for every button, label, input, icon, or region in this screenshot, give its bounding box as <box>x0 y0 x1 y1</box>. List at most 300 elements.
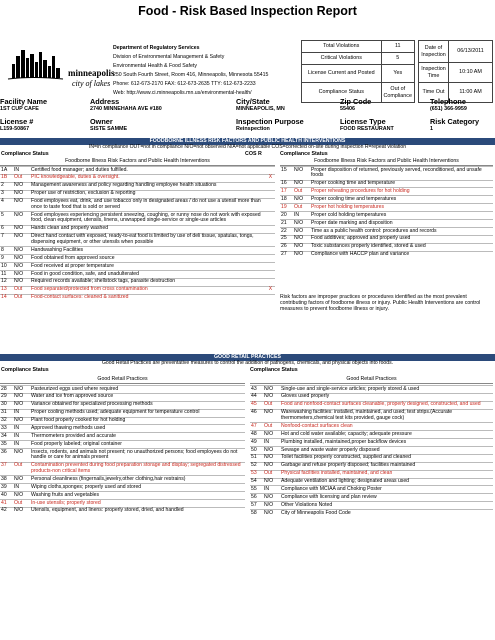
table-row <box>0 247 275 255</box>
cos-mark <box>266 263 275 271</box>
item-text: Personal cleanliness (fingernails,jewelry,other clothing,hair restrains) <box>30 476 245 484</box>
cos-mark: X <box>266 286 275 294</box>
item-number: 31 <box>0 409 13 417</box>
item-status: Out <box>263 401 280 409</box>
item-number: 54 <box>250 478 263 486</box>
item-status: Out <box>13 174 30 182</box>
table-row <box>0 270 275 278</box>
item-number: 14 <box>0 294 13 301</box>
table-row <box>250 393 493 401</box>
item-number: 55 <box>250 486 263 494</box>
inspection-date: 06/13/2011 <box>449 41 493 63</box>
item-status: N/O <box>263 409 280 423</box>
item-text: Hot and cold water available; capacity; adequate pressure <box>280 431 493 439</box>
table-row <box>0 174 275 182</box>
table-row <box>0 255 275 263</box>
gr-header-right: Good Retail Practices <box>250 377 493 384</box>
item-status: Out <box>13 294 30 301</box>
item-status: N/O <box>293 220 310 228</box>
compliance-status-heading: Compliance Status <box>1 151 49 157</box>
license-posted: Yes <box>381 65 414 83</box>
table-row <box>250 486 493 494</box>
item-number: 26 <box>280 243 293 251</box>
purpose-label: Inspection Purpose <box>236 117 304 126</box>
owner: SISTE SAMME <box>90 126 128 133</box>
item-text: Proper cooling methods used; adequate equipment for temperature control <box>30 409 245 417</box>
item-text: Compliance with licensing and plan review <box>280 494 493 502</box>
table-row <box>280 220 493 228</box>
phone-label: Telephone <box>430 97 466 106</box>
item-status: Out <box>293 204 310 212</box>
cos-mark <box>266 294 275 301</box>
time-out: 11:00 AM <box>449 83 493 103</box>
time-out-label: Time Out <box>419 83 449 103</box>
critical-violations-label: Critical Violations <box>302 53 382 65</box>
item-status: N/O <box>13 225 30 233</box>
item-number: 37 <box>0 462 13 476</box>
item-number: 33 <box>0 425 13 433</box>
item-text: Wiping cloths,sponges; properly used and stored <box>30 484 245 492</box>
item-number: 16 <box>280 180 293 188</box>
item-status: N/O <box>13 417 30 425</box>
city-label: City/State <box>236 97 270 106</box>
city-logo <box>8 46 115 96</box>
department-web: Web: http://www.ci.minneapolis.mn.us/environmental-health/ <box>113 90 252 97</box>
facility-name: 1ST CUP CAFE <box>0 106 39 113</box>
item-number: 42 <box>0 507 13 514</box>
cos-r-heading: COS R <box>245 151 262 157</box>
table-row <box>0 401 245 409</box>
department-line: Environmental Health & Food Safety <box>113 63 197 70</box>
item-number: 11 <box>0 270 13 278</box>
table-row <box>250 439 493 447</box>
item-status: N/O <box>13 278 30 286</box>
zip: 55406 <box>340 106 355 113</box>
violation-summary <box>301 40 415 103</box>
item-text: Adequate ventilation and lighting; designated areas used <box>280 478 493 486</box>
item-text: Other Violations Noted <box>280 502 493 510</box>
critical-violations: 5 <box>381 53 414 65</box>
item-status: N/O <box>13 182 30 190</box>
table-row <box>0 425 245 433</box>
cos-mark <box>266 278 275 286</box>
item-status: N/O <box>293 196 310 204</box>
item-status: N/O <box>13 386 30 394</box>
item-text: Single-use and single-service articles; properly stored & used <box>280 386 493 394</box>
item-text: Pasteurized eggs used where required <box>30 386 245 394</box>
table-row <box>0 433 245 441</box>
table-row <box>280 204 493 212</box>
item-text: Approved thawing methods used <box>30 425 245 433</box>
table-row <box>0 409 245 417</box>
item-status: N/O <box>13 198 30 212</box>
item-status: N/O <box>13 476 30 484</box>
item-text: Handwashing Facilities <box>30 247 266 255</box>
compliance-status: Out of Compliance <box>381 83 414 103</box>
time-in-label: Inspection Time <box>419 63 449 83</box>
item-status: N/O <box>263 446 280 454</box>
table-row <box>250 494 493 502</box>
item-text: Toilet facilities properly constructed, supplied and cleaned <box>280 454 493 462</box>
item-status: N/O <box>263 478 280 486</box>
item-number: 51 <box>250 454 263 462</box>
item-status: N/O <box>13 255 30 263</box>
item-text: Proper use of restriction, exclusion & reporting <box>30 190 266 198</box>
department-info <box>113 44 268 99</box>
item-number: 27 <box>280 251 293 258</box>
item-number: 40 <box>0 492 13 500</box>
item-number: 50 <box>250 446 263 454</box>
gr-right-table <box>250 385 493 517</box>
item-status: N/O <box>13 247 30 255</box>
item-number: 15 <box>280 167 293 181</box>
item-text: Time as a public health control: procedures and records <box>310 227 493 235</box>
item-status: N/O <box>13 233 30 247</box>
item-status: IN <box>13 433 30 441</box>
item-number: 30 <box>0 401 13 409</box>
total-violations: 11 <box>381 41 414 53</box>
item-text: Proper hot holding temperatures <box>310 204 493 212</box>
item-status: IN <box>13 484 30 492</box>
good-retail-legend: Good Retail Practices are preventative measures to control the addition of pathogens, chemicals, and physical objects into foods. <box>101 360 394 366</box>
gr-header-left: Good Retail Practices <box>0 377 245 384</box>
compliance-status-heading-right: Compliance Status <box>280 151 328 157</box>
item-text: Variance obtained for specialized processing methods <box>30 401 245 409</box>
table-row <box>250 401 493 409</box>
item-number: 36 <box>0 449 13 463</box>
table-row <box>250 478 493 486</box>
item-status: N/O <box>13 449 30 463</box>
item-status: N/O <box>263 502 280 510</box>
item-text: Warewashing facilities: installed, maintained, and used; test strips.(Accurate thermometers,chemical test kits provided, gauge cock) <box>280 409 493 423</box>
item-text: Food additives; approved and properly used <box>310 235 493 243</box>
table-row <box>250 423 493 431</box>
fb-header-left: Foodborne Illness Risk Factors and Public Health Interventions <box>0 159 275 166</box>
cos-mark: X <box>266 174 275 182</box>
item-status: IN <box>293 212 310 220</box>
item-text: Food employees eat, drink, and use tobacco only in designated areas / do not use a utensil more than once to taste food that is sold or served <box>30 198 266 212</box>
item-status: N/O <box>13 492 30 500</box>
item-status: N/O <box>13 212 30 226</box>
table-row <box>280 251 493 258</box>
cos-mark <box>266 233 275 247</box>
item-text: In-use utensils; properly stored <box>30 499 245 507</box>
item-number: 7 <box>0 233 13 247</box>
table-row <box>0 449 245 463</box>
item-status: N/O <box>263 510 280 517</box>
item-status: Out <box>13 286 30 294</box>
item-number: 44 <box>250 393 263 401</box>
cos-mark <box>266 247 275 255</box>
table-row <box>0 441 245 449</box>
table-row <box>280 188 493 196</box>
item-text: Food and nonfood-contact surfaces cleanable, properly designed, constructed, and used <box>280 401 493 409</box>
item-number: 48 <box>250 431 263 439</box>
item-text: Proper cooling time and temperatures <box>310 196 493 204</box>
cos-mark <box>266 198 275 212</box>
item-text: Washing fruits and vegetables <box>30 492 245 500</box>
date-label: Date of Inspection <box>419 41 449 63</box>
item-status: N/O <box>13 263 30 271</box>
item-text: Toxic substances properly identified, stored & used <box>310 243 493 251</box>
table-row <box>0 167 275 175</box>
skyline-icon <box>8 46 115 96</box>
item-status: IN <box>263 486 280 494</box>
address-label: Address <box>90 97 120 106</box>
item-number: 52 <box>250 462 263 470</box>
license-type-label: License Type <box>340 117 386 126</box>
item-status: N/O <box>293 227 310 235</box>
item-number: 53 <box>250 470 263 478</box>
table-row <box>0 507 245 514</box>
item-text: Food in good condition, safe, and unadulterated <box>30 270 266 278</box>
cos-mark <box>266 255 275 263</box>
inspection-purpose: Reinspection <box>236 126 270 133</box>
item-text: Certified food manager; and duties fulfilled. <box>30 167 266 175</box>
table-row <box>0 190 275 198</box>
item-text: PIC knowledgeable, duties & oversight. <box>30 174 266 182</box>
item-text: Food-contact surfaces: cleaned & sanitized <box>30 294 266 301</box>
item-number: 12 <box>0 278 13 286</box>
item-status: Out <box>13 499 30 507</box>
item-text: Thermometers provided and accurate <box>30 433 245 441</box>
item-text: Compliance with HACCP plan and variance <box>310 251 493 258</box>
fb-left-table <box>0 166 275 301</box>
item-status: N/O <box>263 431 280 439</box>
item-number: 25 <box>280 235 293 243</box>
item-number: 3 <box>0 190 13 198</box>
department-address: 250 South Fourth Street, Room 416, Minneapolis, Minnesota 55415 <box>113 72 269 79</box>
item-number: 38 <box>0 476 13 484</box>
svg-text:minneapolis: minneapolis <box>68 68 115 78</box>
item-text: Management awareness and policy regarding handling employee health situations <box>30 182 266 190</box>
cos-mark <box>266 167 275 175</box>
table-row <box>250 454 493 462</box>
item-text: Proper reheating procedures for hot holding <box>310 188 493 196</box>
city: MINNEAPOLIS, MN <box>236 106 285 113</box>
item-status: N/O <box>263 386 280 394</box>
table-row <box>0 393 245 401</box>
gr-left-table <box>0 385 245 515</box>
item-number: 46 <box>250 409 263 423</box>
department-phone: Phone: 612-673-2170 FAX: 612-673-2635 TTY: 612-673-2233 <box>113 81 256 88</box>
item-text: Sewage and waste water properly disposed <box>280 446 493 454</box>
item-status: IN <box>13 167 30 175</box>
item-status: N/O <box>293 180 310 188</box>
risk-category-label: Risk Category <box>430 117 480 126</box>
address: 2740 MINNEHAHA AVE #180 <box>90 106 162 113</box>
license-type: FOOD RESTAURANT <box>340 126 394 133</box>
phone: (651) 366-9959 <box>430 106 467 113</box>
item-number: 34 <box>0 433 13 441</box>
item-number: 47 <box>250 423 263 431</box>
cos-mark <box>266 270 275 278</box>
status-legend: IN=in compliance OUT=not in compliance N/O=not observed N/A=not applicable COS=corrected on-site during inspection R=repeat violation <box>88 144 407 150</box>
item-status: Out <box>293 188 310 196</box>
table-row <box>280 167 493 181</box>
cos-mark <box>266 182 275 190</box>
item-text: Plumbing installed, maintained,proper backflow devices <box>280 439 493 447</box>
table-row <box>250 386 493 394</box>
item-text: Gloves used properly <box>280 393 493 401</box>
cos-mark <box>266 190 275 198</box>
item-status: IN <box>263 439 280 447</box>
table-row <box>250 431 493 439</box>
table-row <box>0 263 275 271</box>
table-row <box>250 502 493 510</box>
table-row <box>280 212 493 220</box>
item-number: 20 <box>280 212 293 220</box>
item-status: N/O <box>293 235 310 243</box>
item-number: 5 <box>0 212 13 226</box>
table-row <box>0 476 245 484</box>
total-violations-label: Total Violations <box>302 41 382 53</box>
item-number: 2 <box>0 182 13 190</box>
table-row <box>0 286 275 294</box>
item-status: N/O <box>13 270 30 278</box>
fb-header-right: Foodborne Illness Risk Factors and Public Health Interventions <box>280 159 493 166</box>
item-text: Direct hand contact with exposed, ready-to-eat food is limited by use of deli tissue, spatulas, tongs, dispensing equipment, or other utensils when possible <box>30 233 266 247</box>
item-number: 1B <box>0 174 13 182</box>
item-text: Proper disposition of returned, previously served, reconditioned, and unsafe foods <box>310 167 493 181</box>
item-number: 17 <box>280 188 293 196</box>
item-text: Compliance with MCIAA and Choking Poster <box>280 486 493 494</box>
item-number: 57 <box>250 502 263 510</box>
item-number: 10 <box>0 263 13 271</box>
item-number: 32 <box>0 417 13 425</box>
cos-mark <box>266 212 275 226</box>
item-number: 56 <box>250 494 263 502</box>
license-label: License # <box>0 117 34 126</box>
table-row <box>0 499 245 507</box>
item-text: Hands clean and properly washed <box>30 225 266 233</box>
zip-label: Zip Code <box>340 97 372 106</box>
item-text: Insects, rodents, and animals not present; no unauthorized persons; food employees do not handle or care for animals present <box>30 449 245 463</box>
facility-name-label: Facility Name <box>0 97 48 106</box>
gr-compliance-heading-right: Compliance Status <box>250 367 298 373</box>
item-text: Physical facilities installed, maintained, and clean <box>280 470 493 478</box>
item-status: N/O <box>293 167 310 181</box>
item-number: 6 <box>0 225 13 233</box>
owner-label: Owner <box>90 117 113 126</box>
table-row <box>0 386 245 394</box>
cos-mark <box>266 225 275 233</box>
item-text: Utensils, equipment, and linens: properly stored, dried, and handled <box>30 507 245 514</box>
table-row <box>0 294 275 301</box>
table-row <box>280 227 493 235</box>
department-line: Division of Environmental Management & Safety <box>113 54 225 61</box>
item-status: N/O <box>263 393 280 401</box>
item-status: N/O <box>13 190 30 198</box>
item-status: N/O <box>263 454 280 462</box>
risk-factors-banner: FOODBORNE ILLNESS RISK FACTORS AND PUBLIC HEALTH INTERVENTIONS <box>0 138 495 145</box>
item-number: 28 <box>0 386 13 394</box>
item-status: IN <box>13 441 30 449</box>
item-status: N/O <box>13 393 30 401</box>
svg-text:city of lakes: city of lakes <box>72 79 111 88</box>
report-title: Food - Risk Based Inspection Report <box>138 4 357 18</box>
table-row <box>0 233 275 247</box>
item-text: Plant food properly cooked for hot holding <box>30 417 245 425</box>
table-row <box>0 492 245 500</box>
item-number: 45 <box>250 401 263 409</box>
item-status: Out <box>263 470 280 478</box>
item-number: 9 <box>0 255 13 263</box>
item-status: Out <box>263 423 280 431</box>
item-number: 19 <box>280 204 293 212</box>
table-row <box>250 470 493 478</box>
table-row <box>280 243 493 251</box>
item-number: 43 <box>250 386 263 394</box>
item-text: Proper cold holding temperatures <box>310 212 493 220</box>
fb-right-table <box>280 166 493 259</box>
item-status: IN <box>13 425 30 433</box>
table-row <box>280 235 493 243</box>
item-number: 49 <box>250 439 263 447</box>
table-row <box>250 446 493 454</box>
item-text: Water and ice from approved source <box>30 393 245 401</box>
table-row <box>0 182 275 190</box>
table-row <box>280 196 493 204</box>
item-number: 58 <box>250 510 263 517</box>
table-row <box>0 462 245 476</box>
good-retail-banner: GOOD RETAIL PRACTICES <box>0 354 495 361</box>
item-status: IN <box>13 409 30 417</box>
table-row <box>0 278 275 286</box>
item-text: Required records available; shellstock tags, parasite destruction <box>30 278 266 286</box>
license-number: L159-50867 <box>0 126 30 133</box>
item-status: N/O <box>13 401 30 409</box>
item-text: Food received at proper temperature <box>30 263 266 271</box>
table-row <box>0 417 245 425</box>
item-status: Out <box>13 462 30 476</box>
table-row <box>0 225 275 233</box>
item-status: N/O <box>293 243 310 251</box>
time-in: 10:10 AM <box>449 63 493 83</box>
item-number: 13 <box>0 286 13 294</box>
item-number: 35 <box>0 441 13 449</box>
item-text: Food obtained from approved source <box>30 255 266 263</box>
item-status: N/O <box>293 251 310 258</box>
license-posted-label: License Current and Posted <box>302 65 382 83</box>
table-row <box>0 484 245 492</box>
item-number: 21 <box>280 220 293 228</box>
item-status: N/O <box>13 507 30 514</box>
table-row <box>250 462 493 470</box>
table-row <box>250 409 493 423</box>
risk-factor-note: Risk factors are improper practices or procedures identified as the most prevalent contributing factors of foodborne illness or injury. Public Health Interventions are control measures to prevent foodborne illness or injury. <box>280 294 481 313</box>
item-text: Food separated/protected from cross contamination <box>30 286 266 294</box>
item-number: 18 <box>280 196 293 204</box>
inspection-time-box <box>418 40 493 103</box>
gr-compliance-heading: Compliance Status <box>1 367 49 373</box>
item-number: 4 <box>0 198 13 212</box>
item-text: City of Minneapolis Food Code <box>280 510 493 517</box>
item-status: N/O <box>263 494 280 502</box>
item-text: Contamination prevented during food preparation storage and display; segregated distressed products-non critical items <box>30 462 245 476</box>
item-text: Proper cooking time and temperature <box>310 180 493 188</box>
item-text: Garbage and refuse properly disposed; facilities maintained <box>280 462 493 470</box>
item-number: 29 <box>0 393 13 401</box>
table-row <box>0 198 275 212</box>
table-row <box>0 212 275 226</box>
item-number: 41 <box>0 499 13 507</box>
item-number: 22 <box>280 227 293 235</box>
department-name: Department of Regulatory Services <box>113 45 200 51</box>
table-row <box>250 510 493 517</box>
table-row <box>280 180 493 188</box>
item-text: Nonfood-contact surfaces clean <box>280 423 493 431</box>
